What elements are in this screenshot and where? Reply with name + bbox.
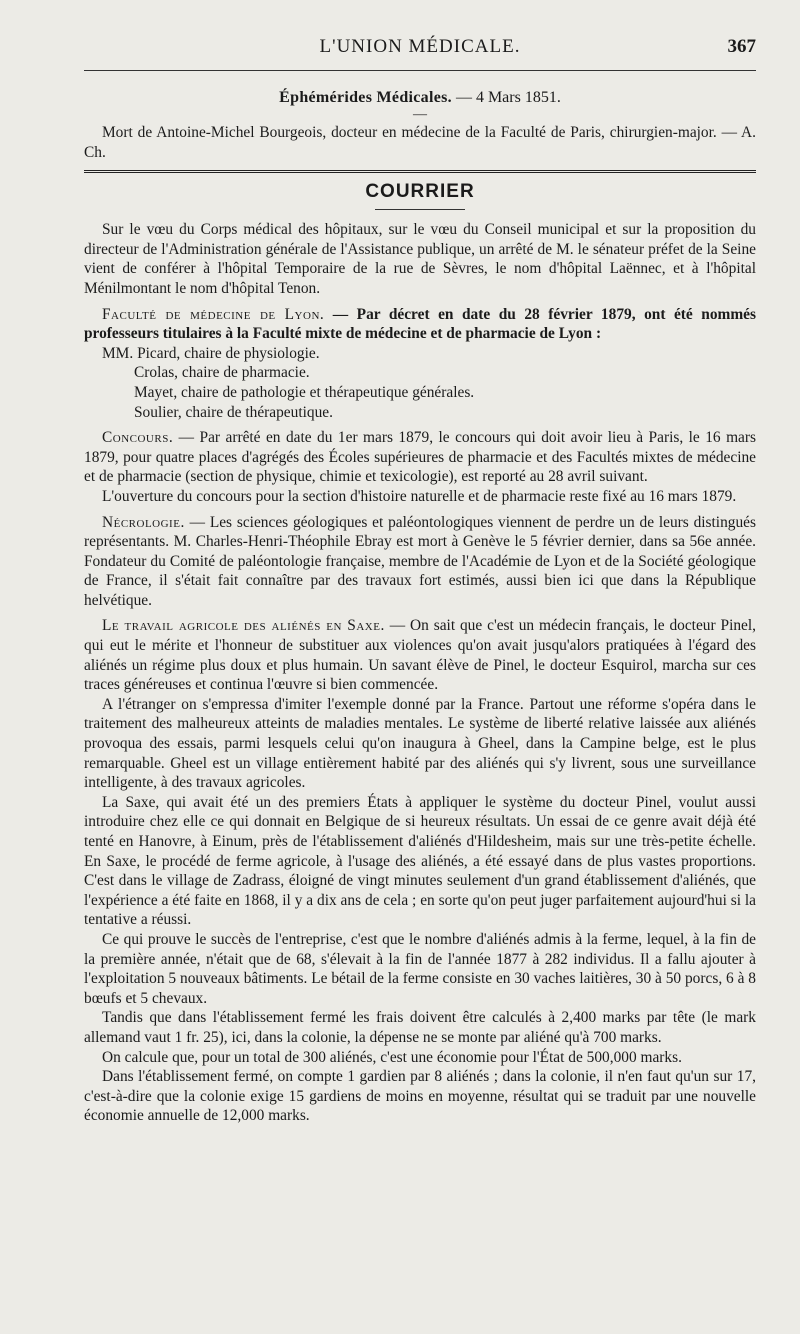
concours-lead: Concours.	[102, 429, 174, 447]
professor-item: Mayet, chaire de pathologie et thérapeutique générales.	[134, 383, 475, 401]
paragraph-faculte	[84, 305, 756, 344]
paragraph-gardien: Dans l'établissement fermé, on compte 1 gardien par 8 aliénés ; dans la colonie, il n'en faut qu'un sur 17, c'est-à-dire que la colonie exige 15 gardiens de moins en moyenne, résultat qui se traduit par une nouvelle économie annuelle de 12,000 marks.	[84, 1068, 756, 1125]
paragraph-frais: Tandis que dans l'établissement fermé les frais doivent être calculés à 2,400 marks par tête (le mark allemand vaut 1 fr. 25), ici, dans la colonie, la dépense ne se monte par aliéné qu'à 700 marks.	[84, 1009, 756, 1046]
section-heading: COURRIER	[365, 181, 475, 203]
paragraph-saxe: La Saxe, qui avait été un des premiers États à appliquer le système du docteur Pinel, voulut aussi introduire chez elle ce qui donnait en Belgique de si heureux résultats. Un essai de ce genre avait déjà été tenté en Hanovre, à Einum, près de l'établissement d'aliénés d'Hildesheim, mais sur une très-petite échelle. En Saxe, le procédé de ferme agricole, à l'usage des aliénés, a été essayé dans de plus vastes proportions. C'est dans le village de Zadrass, éloigné de vingt minutes seulement d'un grand établissement d'aliénés, que l'expérience a été faite en 1868, il y a dix ans de cela ; en sorte qu'on peut juger parfaitement aujourd'hui si la tentative a réussi.	[84, 793, 756, 929]
faculte-lead: Faculté de médecine de Lyon.	[102, 305, 325, 323]
header-rule	[84, 70, 756, 71]
paragraph-concours	[84, 428, 756, 487]
professor-item: Crolas, chaire de pharmacie.	[134, 364, 310, 382]
heading-rule	[375, 209, 465, 210]
professor-item: MM. Picard, chaire de physiologie.	[102, 344, 320, 362]
paragraph-travail	[84, 616, 756, 694]
running-header	[84, 30, 756, 64]
ephemerides-title	[84, 89, 756, 107]
concours-text: — Par arrêté en date du 1er mars 1879, le concours qui doit avoir lieu à Paris, le 16 mars 1879, pour quatre places d'agrégés des Écoles supérieures de pharmacie et des Facultés mixtes de médecine et de pharmacie (section de physique, chimie et texicologie), est reporté au 28 avril suivant.	[84, 429, 756, 486]
paragraph-succes: Ce qui prouve le succès de l'entreprise, c'est que le nombre d'aliénés admis à la ferme, lequel, à la fin de la première année, n'était que de 68, s'élevait à la fin de l'année 1877 à 282 individus. Il a fallu ajouter à l'exploitation 5 nouveaux bâtiments. Le bétail de la ferme consiste en 30 vaches laitières, 30 à 50 porcs, 6 à 8 bœufs et 5 chevaux.	[84, 930, 756, 1007]
travail-lead: Le travail agricole des aliénés en Saxe.	[102, 617, 385, 635]
page-number: 367	[727, 36, 756, 57]
paragraph-etranger: A l'étranger on s'empressa d'imiter l'exemple donné par la France. Partout une réforme s'opéra dans le traitement des malheureux atteints de maladies mentales. Le système de liberté relative laissée aux aliénés provoqua des essais, parmi lesquels celui qu'on inaugura à Gheel, dans la Campine belge, est le plus remarquable. Gheel est un village entièrement habité par des aliénés qui s'y livrent, sous une surveillance intelligente, à des travaux agricoles.	[84, 695, 756, 792]
paragraph-calcule: On calcule que, pour un total de 300 aliénés, c'est une économie pour l'État de 500,000 marks.	[102, 1048, 682, 1066]
paragraph-concours-2: L'ouverture du concours pour la section d'histoire naturelle et de pharmacie reste fixé au 16 mars 1879.	[102, 487, 737, 505]
ephemerides-dash: —	[413, 107, 427, 122]
travail-text: — On sait que c'est un médecin français, le docteur Pinel, qui eut le mérite et l'honneur de substituer aux violences qu'on avait jusqu'alors pratiquées à l'égard des aliénés un régime plus doux et plus humain. Un savant élève de Pinel, le docteur Esquirol, marcha sur ces traces généreuses et continua l'œuvre si bien commencée.	[84, 617, 756, 694]
paragraph-necrologie	[84, 513, 756, 611]
faculte-text: — Par décret en date du 28 février 1879, ont été nommés professeurs titulaires à la Faculté mixte de médecine et de pharmacie de Lyon :	[84, 305, 756, 343]
journal-title: L'UNION MÉDICALE.	[319, 36, 521, 57]
paragraph-hopitaux: Sur le vœu du Corps médical des hôpitaux, sur le vœu du Conseil municipal et sur la proposition du directeur de l'Administration générale de l'Assistance publique, un arrêté de M. le sénateur préfet de la Seine vient de conférer à l'hôpital Temporaire de la rue de Sèvres, le nom d'hôpital Laënnec, et à l'hôpital Ménilmontant le nom d'hôpital Tenon.	[84, 221, 756, 297]
section-double-rule	[84, 170, 756, 173]
ephemerides-date: — 4 Mars 1851.	[455, 89, 561, 106]
ephemerides-text: Mort de Antoine-Michel Bourgeois, docteur en médecine de la Faculté de Paris, chirurgien-major. — A. Ch.	[84, 124, 756, 161]
professor-item: Soulier, chaire de thérapeutique.	[134, 403, 333, 421]
necrologie-lead: Nécrologie.	[102, 513, 185, 531]
ephemerides-label: Éphémérides Médicales.	[279, 89, 452, 106]
necrologie-text: — Les sciences géologiques et paléontologiques viennent de perdre un de leurs distingués représentants. M. Charles-Henri-Théophile Ebray est mort à Genève le 5 février dernier, dans sa 56e année. Fondateur du Comité de paléontologie française, membre de l'Académie de Lyon et de la Société géologique de France, il s'était fait connaître par des travaux fort estimés, aussi bien ici que dans la République helvétique.	[84, 513, 756, 609]
